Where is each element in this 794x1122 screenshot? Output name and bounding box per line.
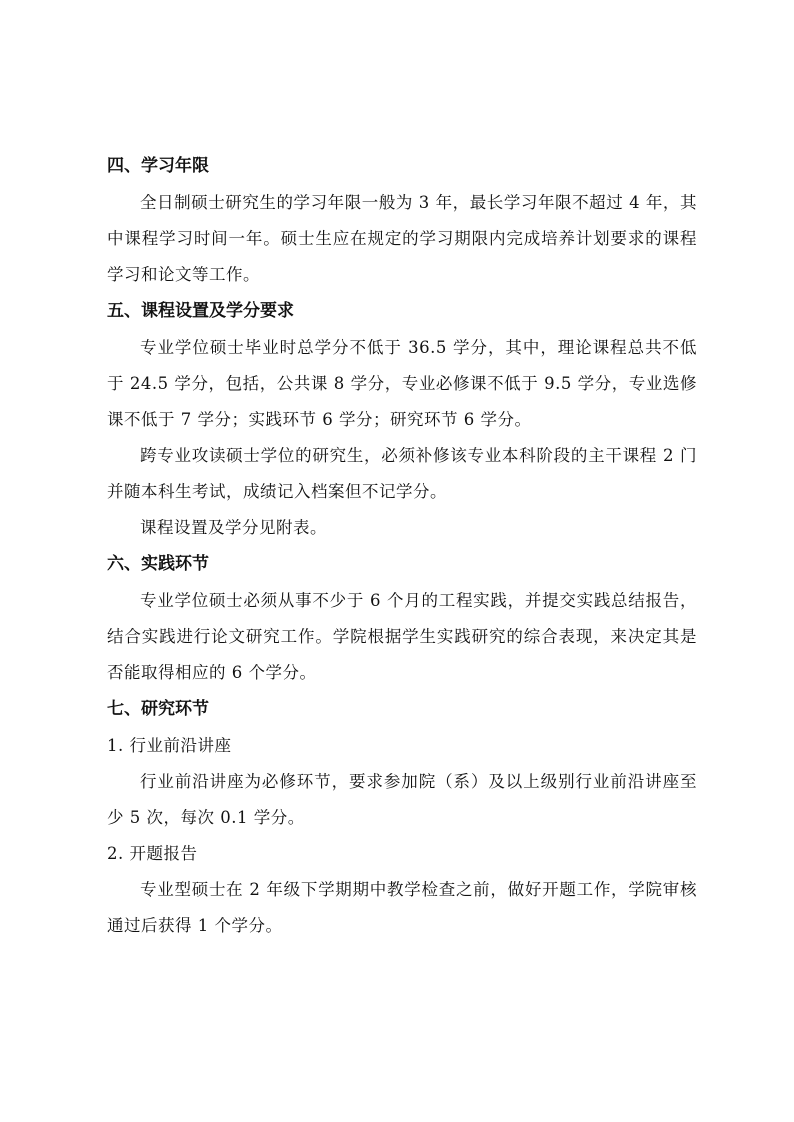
section-heading-courses-credits: 五、课程设置及学分要求: [107, 301, 294, 321]
section-heading-study-duration: 四、学习年限: [107, 156, 209, 176]
paragraph-cross-major: 跨专业攻读硕士学位的研究生，必须补修该专业本科阶段的主干课程 2 门并随本科生考试，成绩记入档案但不记学分。: [107, 446, 697, 501]
document-body: [107, 148, 697, 944]
section-heading-research: 七、研究环节: [107, 699, 209, 719]
paragraph-practice: 专业学位硕士必须从事不少于 6 个月的工程实践，并提交实践总结报告，结合实践进行论文研究工作。学院根据学生实践研究的综合表现，来决定其是否能取得相应的 6 个学分。: [107, 591, 697, 682]
paragraph-study-duration: 全日制硕士研究生的学习年限一般为 3 年，最长学习年限不超过 4 年，其中课程学习时间一年。硕士生应在规定的学习期限内完成培养计划要求的课程学习和论文等工作。: [107, 193, 697, 284]
subheading-lectures: 1. 行业前沿讲座: [107, 736, 232, 755]
paragraph-see-appendix: 课程设置及学分见附表。: [140, 518, 327, 537]
paragraph-lectures: 行业前沿讲座为必修环节，要求参加院（系）及以上级别行业前沿讲座至少 5 次，每次 0.1 学分。: [107, 772, 697, 827]
subheading-proposal: 2. 开题报告: [107, 844, 198, 863]
paragraph-credit-requirements: 专业学位硕士毕业时总学分不低于 36.5 学分，其中，理论课程总共不低于 24.5 学分，包括，公共课 8 学分，专业必修课不低于 9.5 学分，专业选修课不低于 7 学分；实践环节 6 学分；研究环节 6 学分。: [107, 338, 697, 429]
paragraph-proposal: 专业型硕士在 2 年级下学期期中教学检查之前，做好开题工作，学院审核通过后获得 1 个学分。: [107, 880, 697, 935]
section-heading-practice: 六、实践环节: [107, 554, 209, 574]
